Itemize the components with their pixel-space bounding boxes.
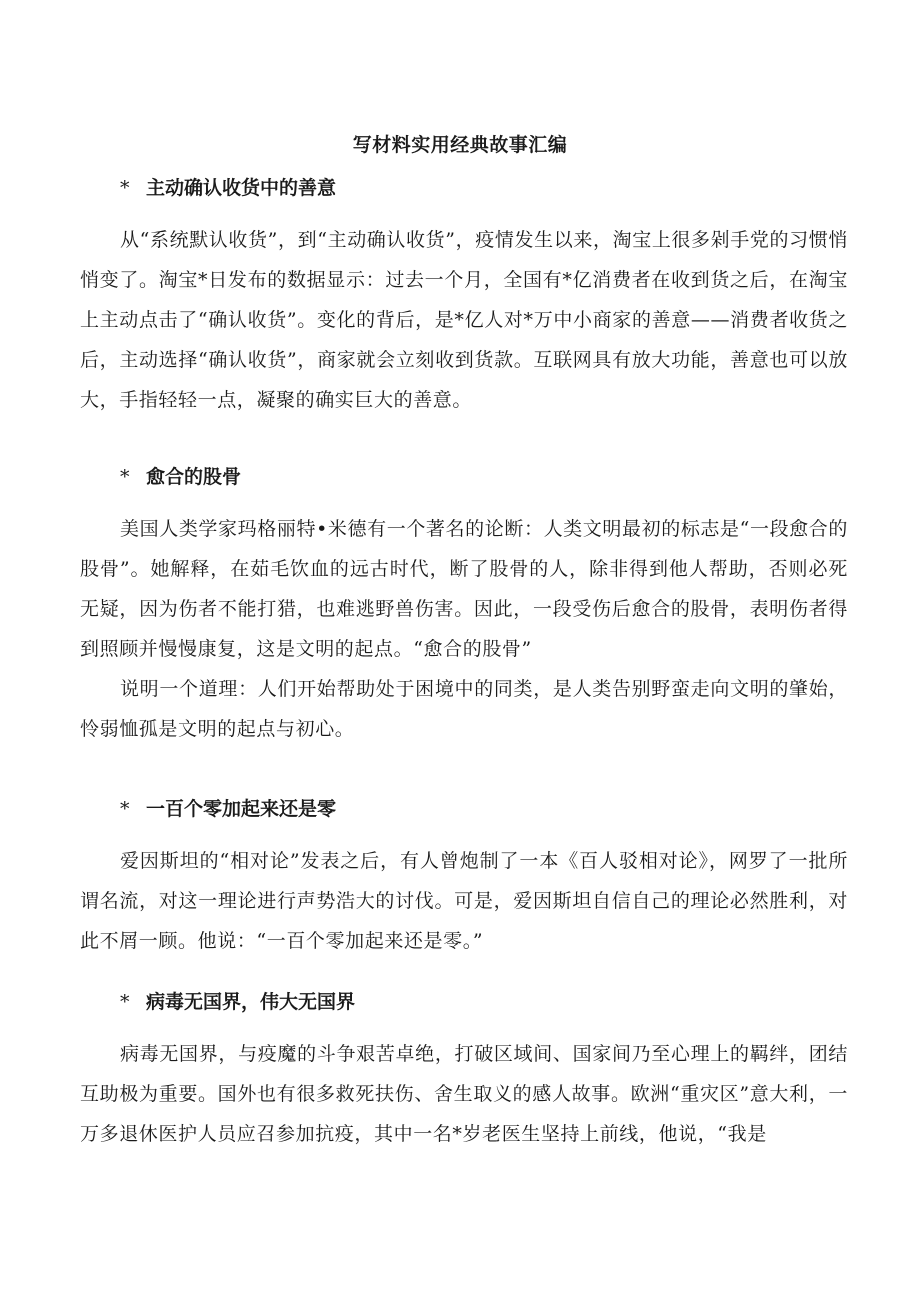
bullet-asterisk: *: [120, 991, 130, 1013]
section-heading: [80, 465, 848, 489]
section-heading: [80, 990, 848, 1014]
bullet-asterisk: *: [120, 177, 130, 199]
bullet-asterisk: *: [120, 466, 130, 488]
paragraph: 病毒无国界，与疫魔的斗争艰苦卓绝，打破区域间、国家间乃至心理上的羁绊，团结互助极为重要。国外也有很多救死扶伤、舍生取义的感人故事。欧洲“重灾区”意大利，一万多退休医护人员应召参加抗疫，其中一名*岁老医生坚持上前线，他说，“我是: [80, 1043, 848, 1145]
heading-text: 病毒无国界，伟大无国界: [146, 991, 356, 1013]
section-heading: [80, 797, 848, 821]
paragraph: 说明一个道理：人们开始帮助处于困境中的同类，是人类告别野蛮走向文明的肇始，怜弱恤孤是文明的起点与初心。: [80, 678, 848, 740]
paragraph: 从“系统默认收货”，到“主动确认收货”，疫情发生以来，淘宝上很多剁手党的习惯悄悄变了。淘宝*日发布的数据显示：过去一个月，全国有*亿消费者在收到货之后，在淘宝上主动点击了“确认收货”。变化的背后，是*亿人对*万中小商家的善意——消费者收货之后，主动选择“确认收货”，商家就会立刻收到货款。互联网具有放大功能，善意也可以放大，手指轻轻一点，凝聚的确实巨大的善意。: [80, 229, 848, 411]
bullet-asterisk: *: [120, 798, 130, 820]
heading-text: 主动确认收货中的善意: [146, 177, 337, 199]
section-heading: [80, 176, 848, 200]
paragraph: 爱因斯坦的“相对论”发表之后，有人曾炮制了一本《百人驳相对论》，网罗了一批所谓名流，对这一理论进行声势浩大的讨伐。可是，爱因斯坦自信自己的理论必然胜利，对此不屑一顾。他说：“一百个零加起来还是零。”: [80, 850, 848, 952]
section-virus-no-borders: [80, 990, 848, 1154]
paragraph: 美国人类学家玛格丽特•米德有一个著名的论断：人类文明最初的标志是“一段愈合的股骨”。她解释，在茹毛饮血的远古时代，断了股骨的人，除非得到他人帮助，否则必死无疑，因为伤者不能打猎，也难逃野兽伤害。因此，一段受伤后愈合的股骨，表明伤者得到照顾并慢慢康复，这是文明的起点。“愈合的股骨”: [80, 518, 848, 660]
section-healed-femur: [80, 465, 848, 749]
document-title: 写材料实用经典故事汇编: [352, 134, 568, 156]
heading-text: 一百个零加起来还是零: [146, 798, 337, 820]
section-hundred-zeros: [80, 797, 848, 961]
heading-text: 愈合的股骨: [146, 466, 242, 488]
section-confirm-receipt: [80, 176, 848, 420]
